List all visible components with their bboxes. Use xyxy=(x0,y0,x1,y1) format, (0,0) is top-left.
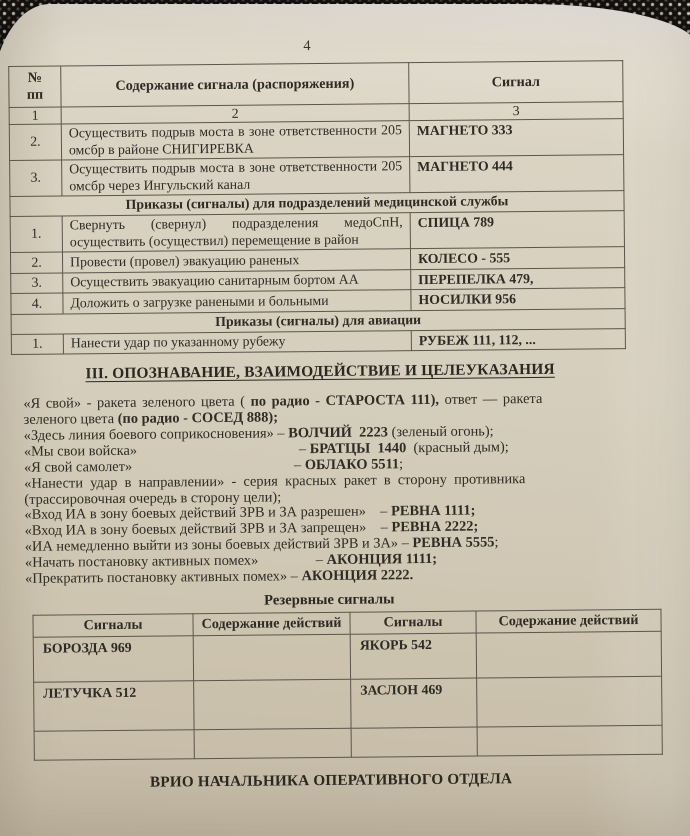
reserve-signal-cell: БОРОЗДА 969 xyxy=(33,636,193,683)
text-segment: ответ — ракета xyxy=(438,391,543,409)
reserve-signal-cell: ЗАСЛОН 469 xyxy=(351,678,477,728)
text-segment: «Нанести удар в направлении» - серия красных ракет в сторону противника xyxy=(24,470,526,492)
signal-cell: КОЛЕСО - 555 xyxy=(410,247,624,270)
signal-cell: РУБЕЖ 111, 112, ... xyxy=(411,328,625,351)
column-number-cell: 3 xyxy=(409,102,623,121)
signal-cell: НОСИЛКИ 956 xyxy=(411,288,625,311)
text-segment: «Мы свои войска» – xyxy=(23,440,310,460)
row-number-cell: 2. xyxy=(9,124,61,161)
signal-name: (по радио - СОСЕД 888); xyxy=(117,409,279,428)
page-number: 4 xyxy=(303,38,311,55)
signal-name: ОБЛАКО 5511 xyxy=(304,456,400,473)
row-number-cell: 1. xyxy=(10,216,62,253)
signals-table xyxy=(8,60,626,355)
text-segment: зеленого цвета xyxy=(23,411,118,428)
reserve-table-row xyxy=(34,676,662,731)
signal-name: по радио - СТАРОСТА 111), xyxy=(250,392,440,410)
reserve-signal-cell: ЛЕТУЧКА 512 xyxy=(34,681,194,732)
row-number-cell: 4. xyxy=(11,293,63,314)
reserve-action-cell xyxy=(477,676,662,727)
reserve-signals-title: Резервные сигналы xyxy=(264,591,395,609)
reserve-table-header-cell: Сигналы xyxy=(350,611,476,634)
signal-name: АКОНЦИЯ 1111; xyxy=(326,551,438,569)
reserve-table-header-cell: Содержание действий xyxy=(476,609,661,633)
reserve-table-row xyxy=(34,725,662,760)
signals-table-header-cell: Сигнал xyxy=(409,61,623,104)
reserve-table-header-cell: Сигналы xyxy=(33,614,193,638)
text-segment: «Начать постановку активных помех» – xyxy=(24,552,327,572)
signal-cell: МАГНЕТО 333 xyxy=(409,119,623,157)
reserve-signal-cell xyxy=(351,727,477,757)
text-segment: «Вход ИА в зону боевых действий ЗРВ и ЗА разрешен» – xyxy=(24,503,392,524)
text-segment: (трассировочная очередь в сторону цели); xyxy=(24,488,282,508)
signal-name: РЕВНА 5555 xyxy=(412,534,495,552)
content-cell: Нанести удар по указанному рубежу xyxy=(63,330,411,354)
text-segment: «Здесь линия боевого соприкосновения» – xyxy=(23,425,289,444)
content-cell: Провести (провел) эвакуацию раненых xyxy=(62,249,410,273)
row-number-cell: 1. xyxy=(11,334,63,355)
paragraph-line xyxy=(25,566,665,588)
reserve-signal-cell: ЯКОРЬ 542 xyxy=(350,633,476,679)
signals-table-header-row xyxy=(9,61,623,108)
content-cell: Свернуть (свернул) подразделения медоСпН, осуществить (осуществил) перемещение в район xyxy=(62,213,410,253)
content-cell: Осуществить подрыв моста в зоне ответственности 205 омсбр через Ингульский канал xyxy=(62,157,410,197)
content-cell: Осуществить эвакуацию санитарным бортом АА xyxy=(63,269,411,293)
table-row xyxy=(10,211,624,253)
text-segment: (красный дым); xyxy=(406,439,509,457)
table-row xyxy=(9,119,623,161)
text-segment: (зеленый огонь); xyxy=(387,423,494,441)
column-number-cell: 2 xyxy=(61,104,409,124)
table-row xyxy=(10,155,624,197)
row-number-cell: 2. xyxy=(10,252,62,273)
identification-paragraph xyxy=(23,391,665,588)
reserve-action-cell xyxy=(477,725,662,756)
text-segment: ; xyxy=(399,455,404,473)
reserve-action-cell xyxy=(476,631,661,678)
signal-cell: СПИЦА 789 xyxy=(410,211,624,249)
content-cell: Доложить о загрузке ранеными и больными xyxy=(63,290,411,314)
section-header-cell: Приказы (сигналы) для авиации xyxy=(11,309,625,334)
signal-name: РЕВНА 2222; xyxy=(391,518,479,536)
text-segment: «Я свой» - ракета зеленого цвета ( xyxy=(23,393,251,413)
section-header-cell: Приказы (сигналы) для подразделений медицинской службы xyxy=(10,191,624,216)
signals-table-header-cell: Содержание сигнала (распоряжения) xyxy=(61,63,409,107)
signal-name: РЕВНА 1111; xyxy=(390,503,476,520)
signals-table-header-cell: № пп xyxy=(9,66,61,107)
signal-name: АКОНЦИЯ 2222. xyxy=(301,567,414,585)
text-segment: «Прекратить постановку активных помех» – xyxy=(25,568,302,587)
signal-name: БРАТЦЫ 1440 xyxy=(309,440,407,457)
reserve-signals-table xyxy=(32,609,662,761)
reserve-action-cell xyxy=(193,634,350,681)
reserve-action-cell xyxy=(194,679,351,730)
text-segment: «Вход ИА в зону боевых действий ЗРВ и ЗА запрещен» – xyxy=(24,519,392,540)
reserve-table-header-cell: Содержание действий xyxy=(193,612,350,636)
text-segment: «Я свой самолет» – xyxy=(23,456,305,476)
signal-cell: ПЕРЕПЕЛКА 479, xyxy=(411,267,625,290)
column-number-cell: 1 xyxy=(9,107,61,124)
signal-cell: МАГНЕТО 444 xyxy=(410,155,624,193)
text-segment: «ИА немедленно выйти из зоны боевых действий ЗРВ и ЗА» – xyxy=(24,535,413,556)
row-number-cell: 3. xyxy=(10,160,62,197)
reserve-signal-cell xyxy=(34,730,194,761)
signal-name: ВОЛЧИЙ 2223 xyxy=(288,424,389,442)
content-cell: Осуществить подрыв моста в зоне ответственности 205 омсбр в районе СНИГИРЕВКА xyxy=(61,121,409,161)
footer-title: ВРИО НАЧАЛЬНИКА ОПЕРАТИВНОГО ОТДЕЛА xyxy=(149,770,513,791)
text-segment: ; xyxy=(494,534,499,551)
section-iii-heading xyxy=(3,360,637,384)
row-number-cell: 3. xyxy=(11,273,63,294)
reserve-table-row xyxy=(33,631,661,682)
reserve-action-cell xyxy=(194,728,351,759)
section-iii-heading-text: III. ОПОЗНАВАНИЕ, ВЗАИМОДЕЙСТВИЕ И ЦЕЛЕУКАЗАНИЯ xyxy=(85,360,555,383)
document-paper xyxy=(0,4,690,836)
